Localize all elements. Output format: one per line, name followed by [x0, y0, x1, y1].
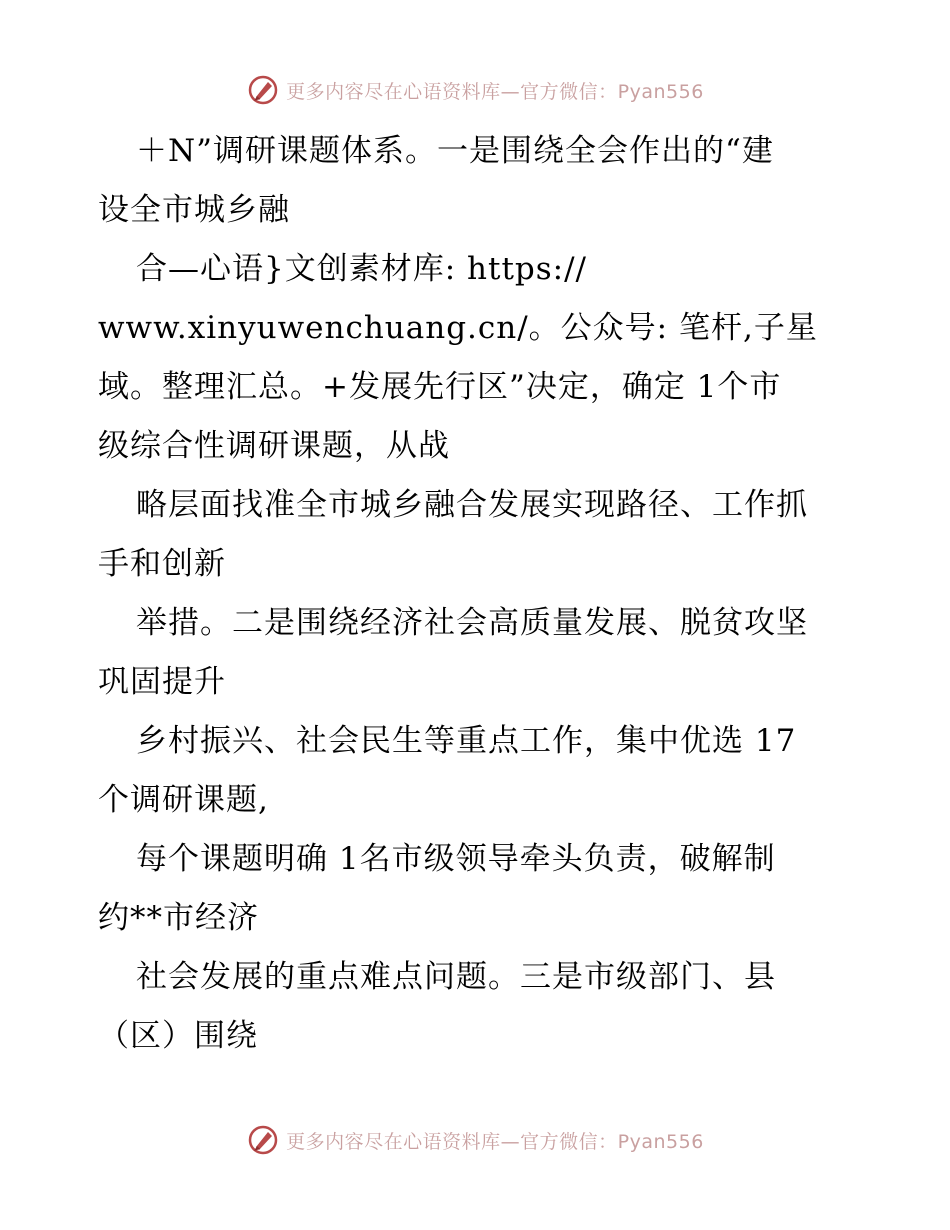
body-line: 域。整理汇总。+发展先行区”决定，确定 1个市 — [98, 369, 782, 405]
body-line: 社会发展的重点难点问题。三是市级部门、县 — [136, 959, 776, 995]
footer-watermark-text: 更多内容尽在心语资料库—官方微信：Pyan556 — [286, 1130, 704, 1153]
body-line: 手和创新 — [98, 546, 226, 582]
header-watermark — [0, 70, 950, 110]
footer-watermark — [0, 1120, 950, 1160]
document-body — [98, 122, 858, 1066]
body-line: （区）围绕 — [98, 1018, 258, 1054]
body-line: 级综合性调研课题，从战 — [98, 428, 450, 464]
pen-nib-logo-icon — [246, 1123, 280, 1157]
pen-nib-logo-icon — [246, 73, 280, 107]
body-line: 略层面找准全市城乡融合发展实现路径、工作抓 — [136, 487, 808, 523]
body-line: 约**市经济 — [98, 900, 259, 936]
body-line: 合—心语}文创素材库: https:// — [136, 251, 587, 287]
body-line: 举措。二是围绕经济社会高质量发展、脱贫攻坚 — [136, 605, 808, 641]
header-watermark-text: 更多内容尽在心语资料库—官方微信：Pyan556 — [286, 80, 704, 103]
body-line: www.xinyuwenchuang.cn/。公众号: 笔杆,子星 — [98, 310, 818, 346]
body-line: 设全市城乡融 — [98, 192, 290, 228]
body-line: 个调研课题, — [98, 782, 269, 818]
body-line: 乡村振兴、社会民生等重点工作，集中优选 17 — [136, 723, 797, 759]
body-line: 每个课题明确 1名市级领导牵头负责，破解制 — [136, 841, 776, 877]
body-line: ＋N”调研课题体系。一是围绕全会作出的“建 — [136, 133, 774, 169]
body-line: 巩固提升 — [98, 664, 226, 700]
